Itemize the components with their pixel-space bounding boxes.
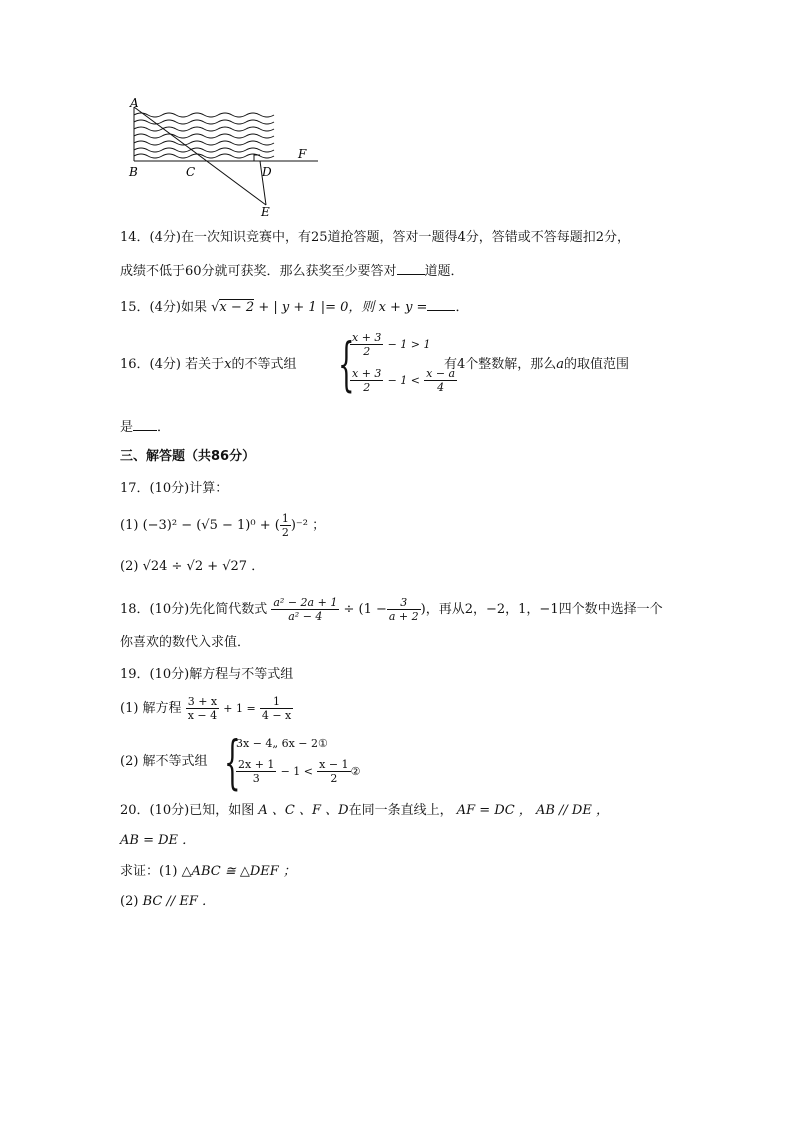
label-f: F: [298, 147, 307, 161]
label-d: D: [262, 165, 272, 179]
geometry-figure: [120, 95, 330, 220]
q16-tail: [444, 357, 629, 373]
q19-p2-row2: [236, 758, 360, 785]
q19-p2-mid: − 1 <: [280, 765, 313, 778]
q16-var: x: [224, 357, 232, 372]
q20-p1: △ABC ≅ △DEF ；: [181, 864, 296, 879]
q16-blank: [133, 418, 157, 431]
q16-r2-num2: x − a: [426, 367, 456, 380]
q16-r2-mid: − 1 <: [387, 374, 420, 387]
q19-p1-den: x − 4: [187, 709, 218, 722]
label-c: C: [186, 165, 196, 179]
q16-brace: {: [338, 330, 355, 398]
q16-r2-den2: 4: [437, 381, 445, 394]
q19-head: 19．(10分)解方程与不等式组: [120, 667, 294, 682]
q17-p2-label: (2): [120, 559, 139, 574]
q14-text: 成绩不低于60分就可获奖．那么获奖至少要答对: [120, 264, 397, 279]
q17-head: 17．(10分)计算：: [120, 481, 229, 496]
q17-p1-tail: )⁻² ；: [290, 518, 326, 533]
q20-p2-label: (2): [120, 894, 139, 909]
q16-r2-num: x + 3: [352, 367, 382, 380]
q19-p1-label: (1) 解方程: [120, 701, 182, 716]
q16-tail2: 的取值范围: [564, 357, 630, 372]
q16-r2-den: 2: [363, 381, 371, 394]
q15-mid: + | y + 1 |= 0，则: [258, 300, 375, 315]
q19-p1-num: 3 + x: [187, 695, 218, 708]
q16-end: ．: [157, 420, 171, 435]
q16-head: [120, 357, 296, 373]
q20-line2: AB = DE ．: [120, 833, 196, 848]
q16-line2-text: 是: [120, 420, 134, 435]
q18-tail: )，再从2，−2，1，−1四个数中选择一个: [420, 602, 663, 617]
q15-expr: x + y =: [378, 300, 428, 315]
q16-line2: [120, 418, 170, 436]
q20-prove-label: 求证：(1): [120, 864, 178, 879]
q16-row2: [350, 367, 457, 394]
q16-r1-num: x + 3: [352, 331, 382, 344]
q15-sqrt-inner: x − 2: [219, 300, 255, 315]
q19-p2-den: 3: [252, 772, 260, 785]
q19-p1-num2: 1: [260, 695, 293, 709]
q17-p1-den: 2: [281, 526, 289, 539]
q20-line1: [120, 803, 609, 819]
q18-mid: ÷ (1 −: [343, 602, 387, 617]
q19-p2-den2: 2: [330, 772, 338, 785]
q15: [120, 298, 468, 316]
q20-pts: A 、C 、F 、D: [258, 803, 349, 818]
q14-line1: 14．(4分)在一次知识竞赛中，有25道抢答题，答对一题得4分，答错或不答每题扣2分，: [120, 230, 631, 245]
q15-tail: ．: [455, 300, 469, 315]
q17-p2-expr: √24 ÷ √2 + √27 ．: [142, 559, 265, 574]
q19-p2-row1: 3x − 4„ 6x − 2①: [236, 737, 328, 750]
q16-head-text: 16．(4分) 若关于: [120, 357, 225, 372]
q16-mid: 的不等式组: [231, 357, 297, 372]
q20-c2: AB // DE ，: [535, 803, 609, 818]
q20-head: 20．(10分)已知，如图: [120, 803, 255, 818]
q17-p1-label: (1): [120, 518, 139, 533]
q19-brace: {: [224, 728, 241, 796]
q17-part2: [120, 559, 264, 575]
q18-num: a² − 2a + 1: [273, 596, 338, 609]
label-b: B: [129, 165, 138, 179]
q16-a: a: [556, 357, 565, 372]
q20-p2: BC // EF ．: [142, 894, 215, 909]
q17-part1: [120, 512, 325, 539]
q19-part2-label: (2) 解不等式组: [120, 754, 208, 769]
q18-line2: 你喜欢的数代入求值．: [120, 635, 251, 650]
q16-row1: [350, 331, 430, 358]
label-e: E: [261, 205, 270, 219]
q14-tail: 道题．: [424, 264, 464, 279]
q19-part1: [120, 695, 293, 722]
q19-p2-num: 2x + 1: [238, 758, 275, 771]
wave-lines: [134, 113, 274, 158]
q15-sqrt-sign: √: [211, 300, 220, 315]
q19-p1-mid: + 1 =: [223, 702, 256, 715]
q16-r1-rest: − 1 > 1: [387, 338, 431, 351]
q18-num2: 3: [387, 596, 421, 610]
q17-p1-num: 1: [281, 512, 289, 525]
q14-blank: [397, 262, 425, 275]
q18-line1: [120, 596, 663, 623]
section-heading: 三、解答题（共86分）: [120, 449, 256, 464]
q20-part2: [120, 894, 215, 910]
q18-den2: a + 2: [388, 610, 419, 623]
q14-line2: [120, 262, 464, 280]
q17-p1-expr: (−3)² − (√5 − 1)⁰ + (: [142, 518, 280, 533]
q19-p2-num2: x − 1: [319, 758, 349, 771]
q16-tail-text: 有4个整数解，那么: [444, 357, 557, 372]
q19-p1-den2: 4 − x: [261, 709, 292, 722]
q20-prove: [120, 864, 296, 880]
q19-p2-mark: ②: [350, 765, 361, 778]
q15-head: 15．(4分)如果: [120, 300, 207, 315]
q15-blank: [427, 298, 455, 311]
q18-den: a² − 4: [288, 610, 323, 623]
q16-r1-den: 2: [363, 345, 371, 358]
q20-mid: 在同一条直线上，: [348, 803, 453, 818]
q20-c1: AF = DC ，: [456, 803, 532, 818]
q18-head: 18．(10分)先化简代数式: [120, 602, 268, 617]
label-a: A: [130, 96, 139, 110]
